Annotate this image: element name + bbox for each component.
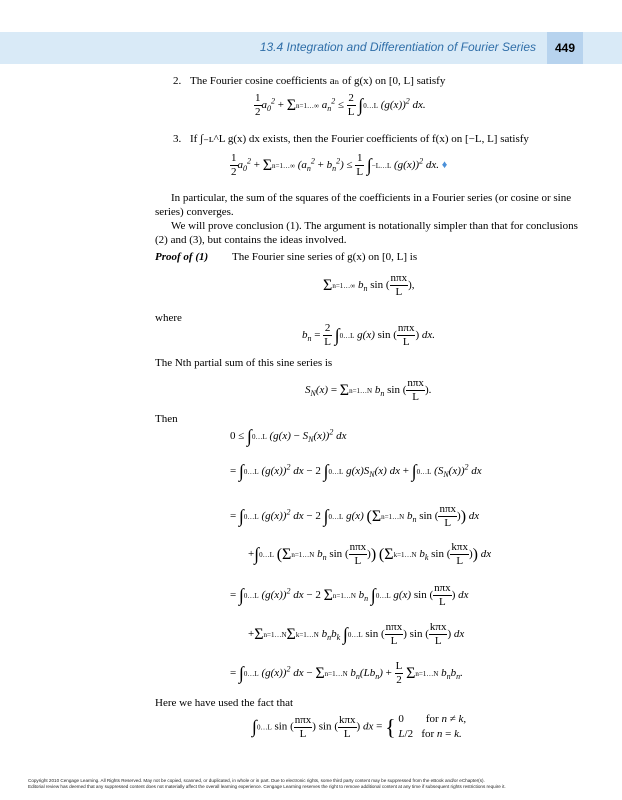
item-2-text: The Fourier cosine coefficients aₙ of g(x) on [0, L] satisfy (190, 75, 446, 87)
where-label: where (155, 312, 182, 324)
then-label: Then (155, 413, 178, 425)
footer-line-2: Editorial review has deemed that any suppressed content does not materially affect the overall learning experience. Cengage Learning reserves the right to remove additional content at any time if subsequent rights restrictions require it. (28, 784, 506, 789)
item-3-equation: $\frac{1}{2}$ $a_0^2$ + Σn=1…∞ $(a_n^2 + b_n^2)$ ≤ $\frac{1}{L}$ ∫−L…L $(g(x))^2$ dx. ♦ (231, 152, 448, 178)
orthogonality-equation: ∫0…L sin ( $\frac{\text{nπx}}{L}$ ) sin ( $\frac{\text{kπx}}{L}$ ) dx = { 0 for n ≠ k, L/2 for n = k. (252, 713, 467, 740)
derivation-line-6: +Σn=1…NΣk=1…N $b_nb_k$ ∫0…L sin ( $\frac{\text{nπx}}{L}$ ) sin ( $\frac{\text{kπx}}{L}$ ) dx (248, 621, 465, 647)
partial-sum-equation: $S_N(x)$ = Σn=1…N $b_n$ sin ( $\frac{\text{nπx}}{L}$ ). (305, 377, 432, 403)
bn-definition: $b_n$ = $\frac{2}{L}$ ∫0…L g(x) sin ( $\frac{\text{nπx}}{L}$ ) dx. (302, 322, 436, 348)
item-2-label: 2. (173, 75, 182, 87)
derivation-line-1: 0 ≤ ∫0…L $(g(x) - S_N(x))^2$ dx (230, 426, 347, 446)
item-3-label: 3. (173, 133, 182, 145)
section-title: 13.4 Integration and Differentiation of Fourier Series (259, 40, 536, 54)
derivation-line-3: = ∫0…L $(g(x))^2$ dx − 2 ∫0…L g(x) (Σn=1…N $b_n$ sin ( $\frac{\text{nπx}}{L}$ )) dx (230, 503, 480, 529)
proof-label: Proof of (1) (155, 251, 209, 263)
derivation-line-4: +∫0…L (Σn=1…N $b_n$ sin ( $\frac{\text{nπx}}{L}$ )) (Σk=1…N $b_k$ sin ( $\frac{\text{kπx}}{L}$ )) dx (248, 541, 492, 567)
fact-text: Here we have used the fact that (155, 697, 294, 709)
proof-text: The Fourier sine series of g(x) on [0, L] is (232, 251, 418, 263)
page-number: 449 (547, 32, 583, 64)
end-diamond-icon: ♦ (441, 159, 448, 172)
sine-series-equation: Σn=1…∞ $b_n$ sin ( $\frac{\text{nπx}}{L}$ ), (323, 272, 415, 298)
derivation-line-7: = ∫0…L $(g(x))^2$ dx − Σn=1…N $b_n(Lb_n)$ + $\frac{L}{2}$ Σn=1…N $b_nb_n$. (230, 660, 463, 686)
item-3-text: If ∫₋ʟ^L g(x) dx exists, then the Fourier coefficients of f(x) on [−L, L] satisfy (190, 133, 529, 145)
footer-line-1: Copyright 2010 Cengage Learning. All Rights Reserved. May not be copied, scanned, or duplicated, in whole or in part. Due to electronic rights, some third party content may be suppressed from the eBook and/or eChapter(s). (28, 778, 485, 783)
paragraph-2: We will prove conclusion (1). The argument is notationally simpler than that for conclusions (2) and (3), but contains the ideas involved. (155, 220, 578, 246)
paragraph-1: In particular, the sum of the squares of the coefficients in a Fourier series (or cosine or sine series) converges. (155, 192, 572, 218)
derivation-line-2: = ∫0…L $(g(x))^2$ dx − 2 ∫0…L $g(x)S_N(x)$ dx + ∫0…L $(S_N(x))^2$ dx (230, 461, 482, 481)
item-2-equation: $\frac{1}{2}$ $a_0^2$ + Σn=1…∞ $a_n^2$ ≤ $\frac{2}{L}$ ∫0…L $(g(x))^2$ dx. (255, 92, 426, 118)
derivation-line-5: = ∫0…L $(g(x))^2$ dx − 2 Σn=1…N $b_n$ ∫0…L g(x) sin ( $\frac{\text{nπx}}{L}$ ) dx (230, 582, 469, 608)
copyright-footer (28, 778, 594, 790)
partial-sum-text: The Nth partial sum of this sine series is (155, 357, 333, 369)
